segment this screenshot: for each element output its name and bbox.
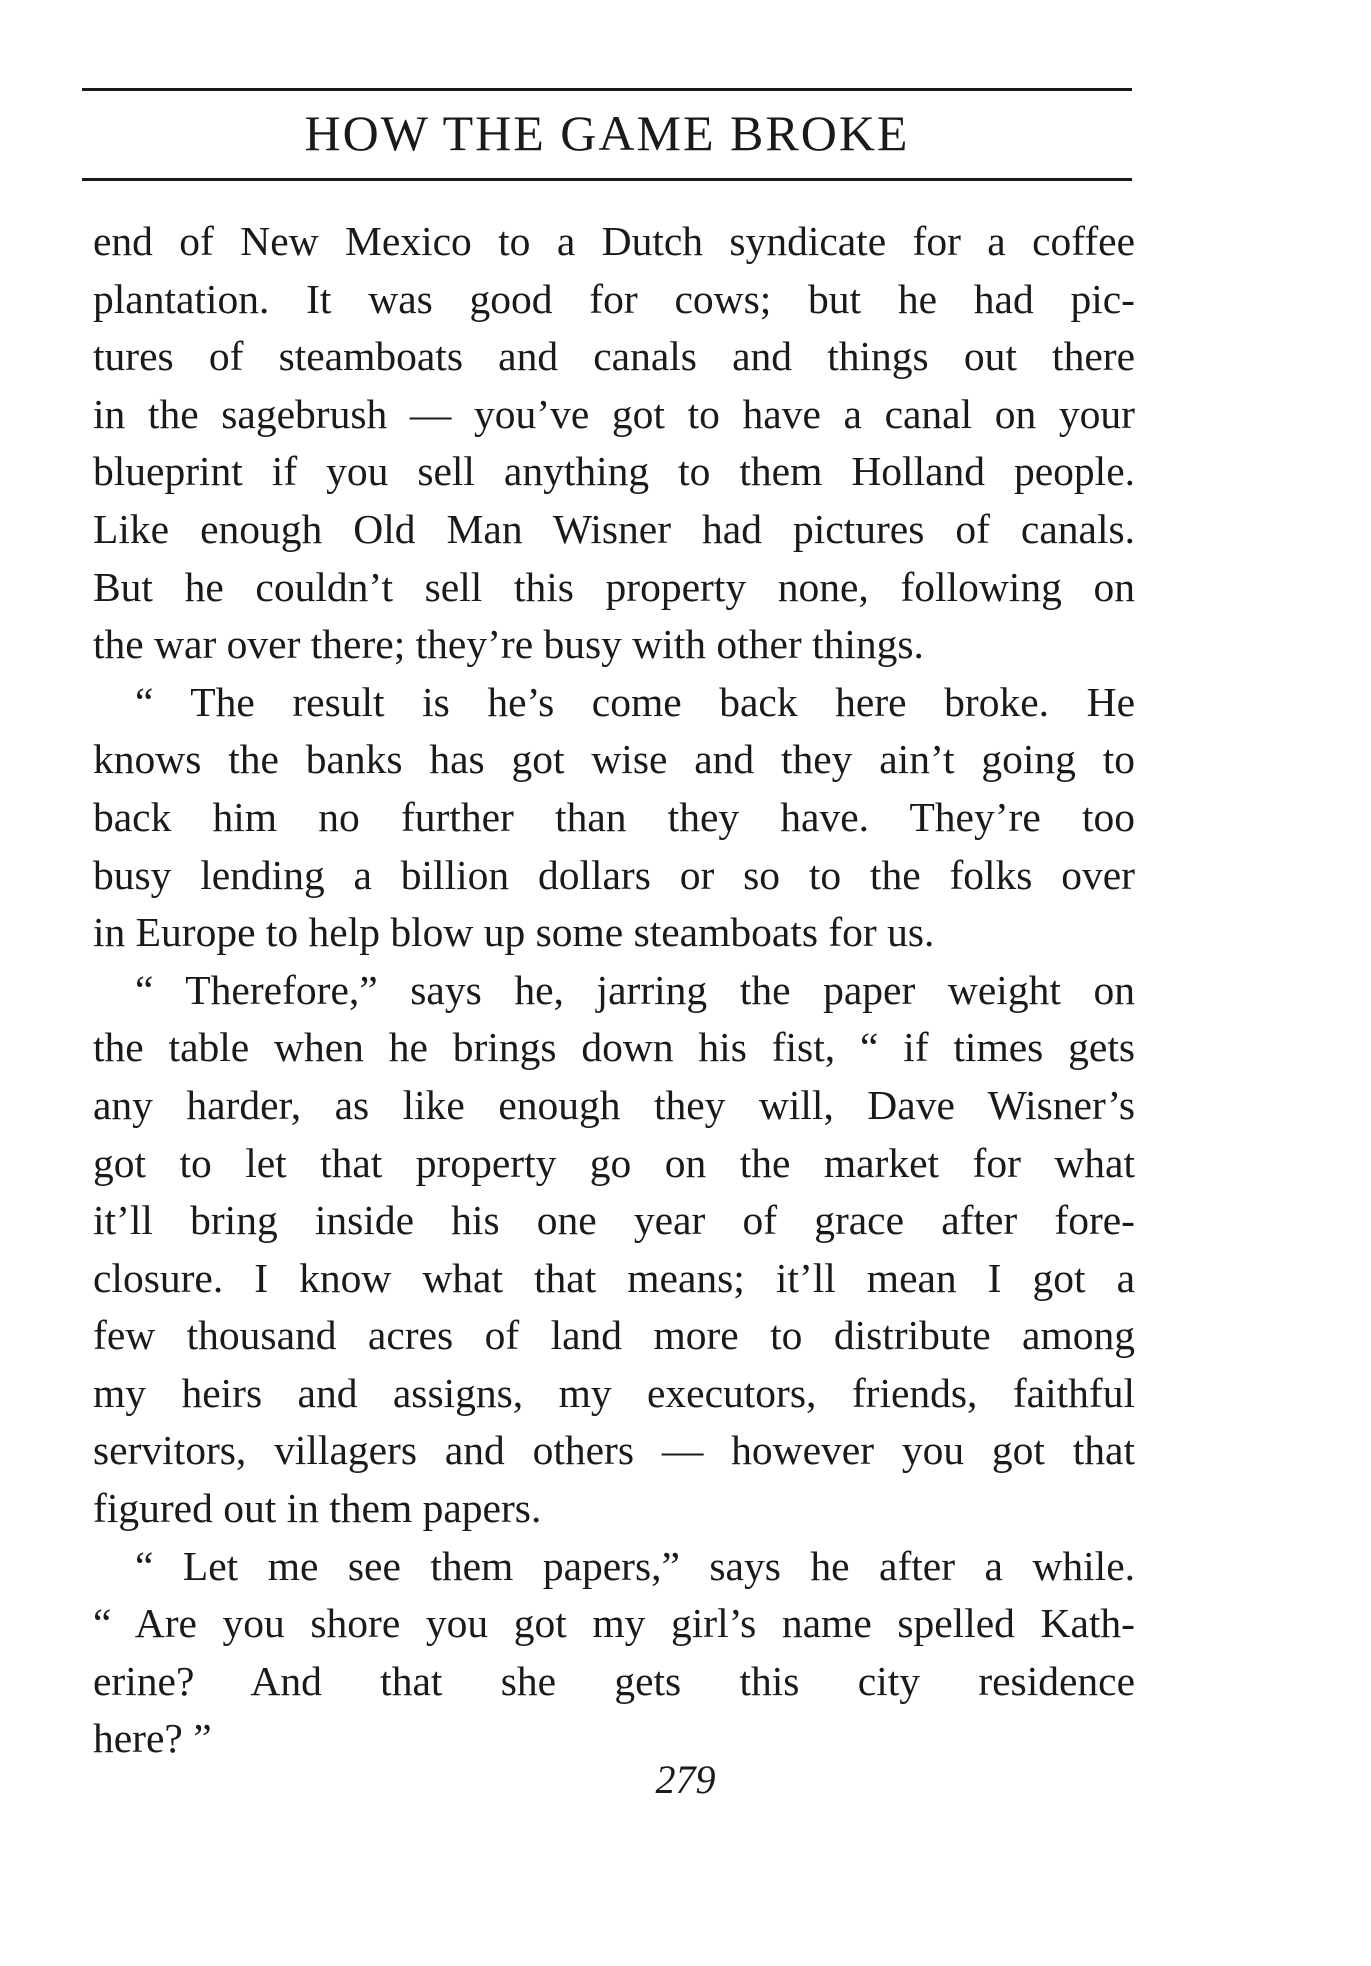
text-line: “ Are you shore you got my girl’s name spelled Kath-: [93, 1600, 1135, 1647]
text-line: back him no further than they have. They’re too: [93, 793, 1135, 840]
text-line: any harder, as like enough they will, Dave Wisner’s: [93, 1081, 1135, 1128]
body-text: [93, 213, 1135, 1768]
text-line: the war over there; they’re busy with other things.: [93, 621, 924, 668]
text-line: “ Therefore,” says he, jarring the paper weight on: [135, 966, 1135, 1013]
text-line: my heirs and assigns, my executors, friends, faithful: [93, 1369, 1135, 1416]
text-line: got to let that property go on the market for what: [93, 1139, 1135, 1186]
text-line: end of New Mexico to a Dutch syndicate for a coffee: [93, 218, 1135, 264]
header-rule-bottom: [82, 178, 1132, 181]
header-rule-top: [82, 88, 1132, 91]
text-line: But he couldn’t sell this property none, following on: [93, 563, 1135, 610]
text-line: blueprint if you sell anything to them Holland people.: [93, 448, 1135, 495]
text-line: it’ll bring inside his one year of grace after fore-: [93, 1197, 1135, 1244]
text-line: “ Let me see them papers,” says he after a while.: [135, 1542, 1135, 1589]
text-line: here? ”: [93, 1715, 212, 1762]
text-line: tures of steamboats and canals and things out there: [93, 333, 1135, 380]
text-line: in the sagebrush — you’ve got to have a canal on your: [93, 390, 1135, 437]
text-line: closure. I know what that means; it’ll mean I got a: [93, 1254, 1135, 1301]
text-line: the table when he brings down his fist, “ if times gets: [93, 1024, 1135, 1071]
text-line: Like enough Old Man Wisner had pictures of canals.: [93, 505, 1135, 552]
text-line: “ The result is he’s come back here broke. He: [135, 678, 1135, 725]
page-number: 279: [655, 1757, 716, 1802]
text-line: in Europe to help blow up some steamboats for us.: [93, 909, 935, 956]
text-line: plantation. It was good for cows; but he had pic-: [93, 275, 1135, 322]
text-line: busy lending a billion dollars or so to the folks over: [93, 851, 1135, 898]
running-head: HOW THE GAME BROKE: [304, 105, 910, 161]
text-line: servitors, villagers and others — however you got that: [93, 1427, 1135, 1474]
text-line: knows the banks has got wise and they ain’t going to: [93, 736, 1135, 783]
text-line: erine? And that she gets this city residence: [93, 1657, 1135, 1704]
text-line: figured out in them papers.: [93, 1485, 542, 1532]
text-line: few thousand acres of land more to distribute among: [93, 1312, 1135, 1359]
